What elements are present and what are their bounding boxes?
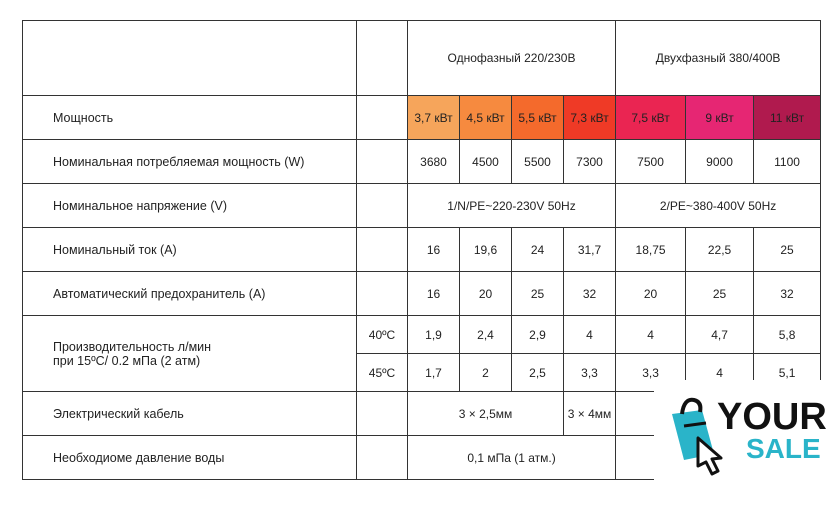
voltage-two-value: 2/PE~380-400V 50Hz [616,184,821,228]
fuse-label: Автоматический предохранитель (А) [23,272,357,316]
power-value: 3,7 кВт [408,96,460,140]
header-empty-cell [357,21,408,96]
current-value: 25 [754,228,821,272]
fuse-value: 25 [686,272,754,316]
cable-label: Электрический кабель [23,392,357,436]
fuse-value: 20 [460,272,512,316]
logo-word-sale: SALE [746,433,821,464]
performance-label-line1: Производительность л/мин [53,339,212,354]
performance-label-line2: при 15ºС/ 0.2 мПа (2 атм) [53,353,201,368]
voltage-single-value: 1/N/PE~220-230V 50Hz [408,184,616,228]
empty-cell [357,436,408,480]
fuse-value: 16 [408,272,460,316]
nominal-power-value: 7300 [564,140,616,184]
performance-value: 2,5 [512,354,564,392]
two-phase-header: Двухфазный 380/400В [616,21,821,96]
current-value: 18,75 [616,228,686,272]
power-value: 7,3 кВт [564,96,616,140]
fuse-value: 32 [564,272,616,316]
performance-value: 1,7 [408,354,460,392]
single-phase-header: Однофазный 220/230В [408,21,616,96]
current-value: 31,7 [564,228,616,272]
current-value: 24 [512,228,564,272]
cable-value-b: 3 × 4мм [564,392,616,436]
empty-cell [357,272,408,316]
cable-value-a: 3 × 2,5мм [408,392,564,436]
power-value: 5,5 кВт [512,96,564,140]
nominal-power-value: 7500 [616,140,686,184]
performance-value: 2 [460,354,512,392]
performance-value: 2,9 [512,316,564,354]
performance-value: 5,8 [754,316,821,354]
nominal-power-value: 9000 [686,140,754,184]
empty-cell [357,140,408,184]
current-value: 22,5 [686,228,754,272]
nominal-power-value: 1100 [754,140,821,184]
fuse-value: 32 [754,272,821,316]
power-label: Мощность [23,96,357,140]
empty-cell [357,392,408,436]
power-value: 11 кВт [754,96,821,140]
current-value: 19,6 [460,228,512,272]
performance-value: 4 [564,316,616,354]
header-empty-cell [23,21,357,96]
performance-value: 2,4 [460,316,512,354]
current-value: 16 [408,228,460,272]
temp-label: 40ºС [357,316,408,354]
performance-value: 3,3 [616,354,686,392]
nominal-power-value: 5500 [512,140,564,184]
logo-word-your: YOUR [717,396,827,438]
nominal-power-value: 3680 [408,140,460,184]
temp-label: 45ºС [357,354,408,392]
nominal-power-label: Номинальная потребляемая мощность (W) [23,140,357,184]
fuse-value: 25 [512,272,564,316]
pressure-value: 0,1 мПа (1 атм.) [408,436,616,480]
fuse-value: 20 [616,272,686,316]
pressure-label: Необходиоме давление воды [23,436,357,480]
performance-value: 1,9 [408,316,460,354]
power-value: 9 кВт [686,96,754,140]
nominal-power-value: 4500 [460,140,512,184]
power-value: 4,5 кВт [460,96,512,140]
voltage-label: Номинальное напряжение (V) [23,184,357,228]
yoursale-logo [654,380,840,500]
empty-cell [357,228,408,272]
yoursale-logo-graphic [654,380,840,500]
power-value: 7,5 кВт [616,96,686,140]
performance-label [23,316,357,392]
empty-cell [357,96,408,140]
empty-cell [357,184,408,228]
performance-value: 4,7 [686,316,754,354]
performance-value: 5,1 [754,354,821,392]
performance-value: 4 [616,316,686,354]
performance-value: 4 [686,354,754,392]
current-label: Номинальный ток (А) [23,228,357,272]
performance-value: 3,3 [564,354,616,392]
